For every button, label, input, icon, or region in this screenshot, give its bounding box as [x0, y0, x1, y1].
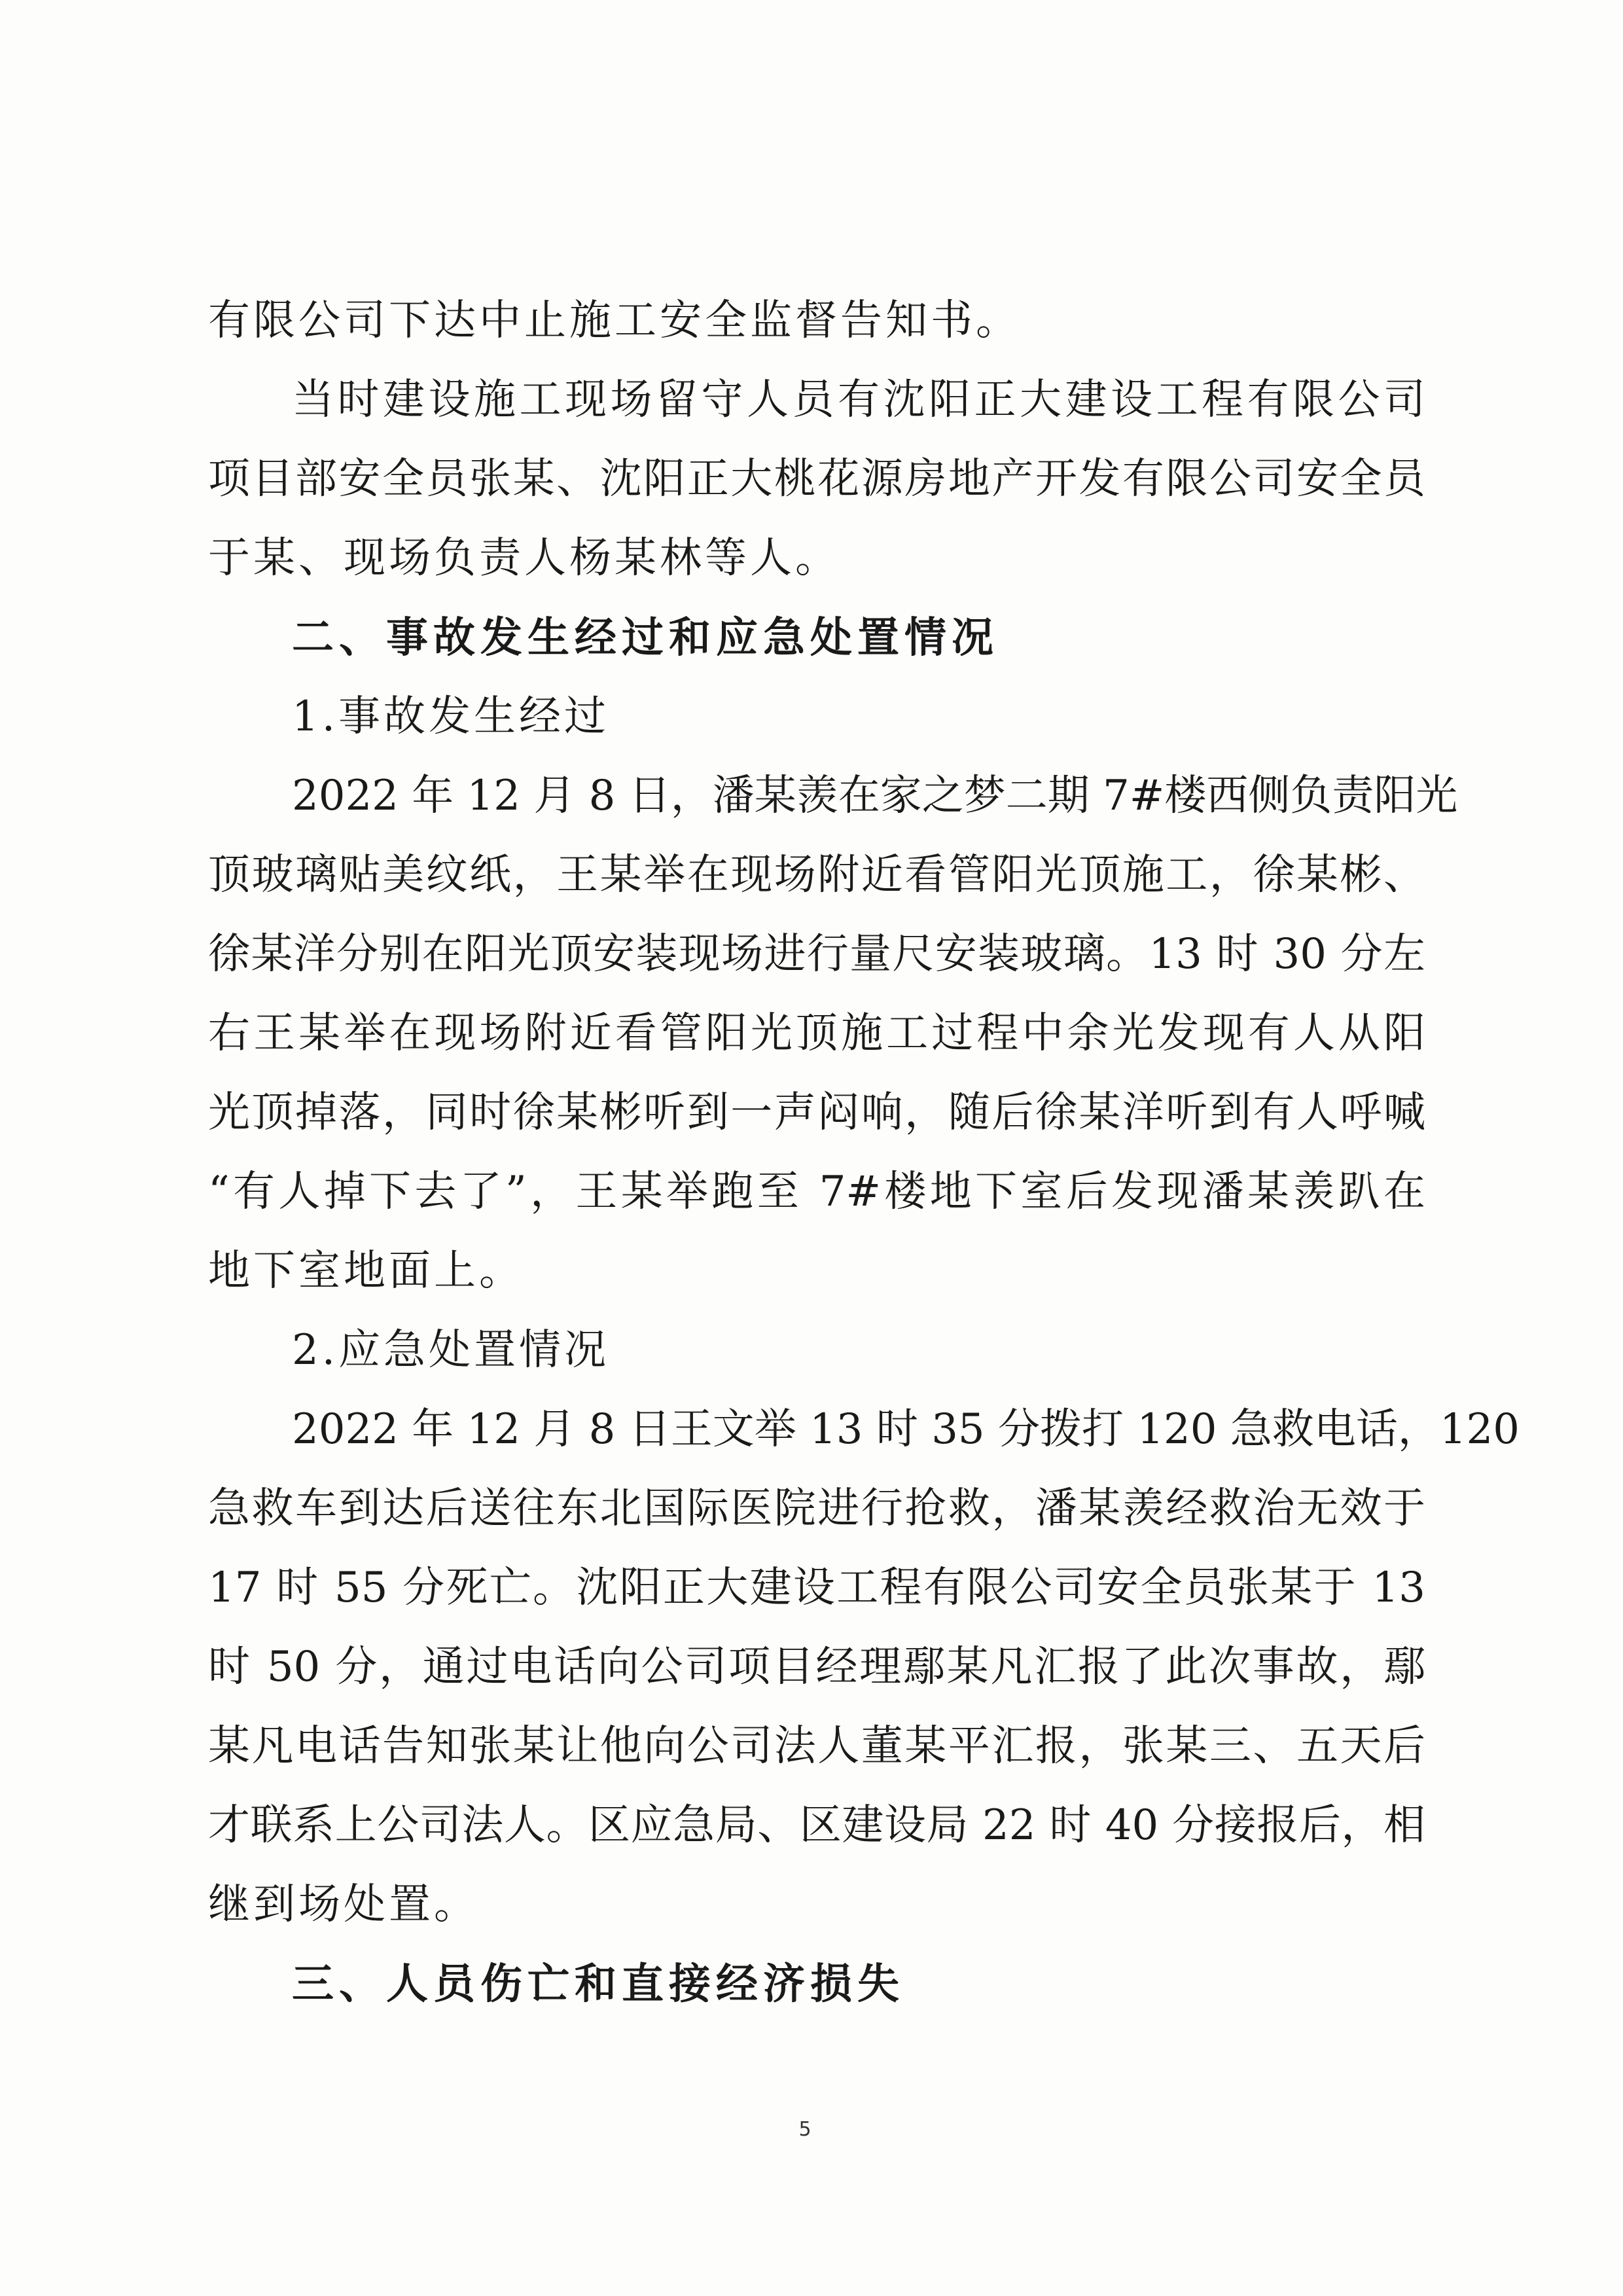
- text-line: 2022 年 12 月 8 日，潘某羡在家之梦二期 7#楼西侧负责阳光: [292, 772, 1458, 820]
- document-body: [208, 281, 1520, 2024]
- subsection-heading: 2.应急处置情况: [292, 1326, 610, 1374]
- text-line: 2022 年 12 月 8 日王文举 13 时 35 分拨打 120 急救电话，120: [292, 1405, 1520, 1454]
- subsection-heading: 1.事故发生经过: [292, 692, 610, 741]
- text-line: 才联系上公司法人。区应急局、区建设局 22 时 40 分接报后，相: [208, 1801, 1425, 1850]
- text-line: 于某、现场负责人杨某林等人。: [208, 534, 840, 583]
- text-line: 右王某举在现场附近看管阳光顶施工过程中余光发现有人从阳: [208, 1009, 1425, 1058]
- text-line: 当时建设施工现场留守人员有沈阳正大建设工程有限公司: [292, 376, 1425, 424]
- section-heading: 二、事故发生经过和应急处置情况: [292, 613, 999, 662]
- text-line: 时 50 分，通过电话向公司项目经理鄢某凡汇报了此次事故，鄢: [208, 1643, 1425, 1691]
- text-line: 有限公司下达中止施工安全监督告知书。: [208, 296, 1021, 345]
- text-line: 继到场处置。: [208, 1880, 479, 1929]
- text-line: 17 时 55 分死亡。沈阳正大建设工程有限公司安全员张某于 13: [208, 1564, 1425, 1612]
- text-line: 项目部安全员张某、沈阳正大桃花源房地产开发有限公司安全员: [208, 455, 1425, 503]
- text-line: 某凡电话告知张某让他向公司法人董某平汇报，张某三、五天后: [208, 1722, 1425, 1770]
- text-line: 徐某洋分别在阳光顶安装现场进行量尺安装玻璃。13 时 30 分左: [208, 930, 1425, 978]
- section-heading: 三、人员伤亡和直接经济损失: [292, 1960, 904, 2009]
- text-line: 地下室地面上。: [208, 1247, 524, 1295]
- text-line: “有人掉下去了”，王某举跑至 7#楼地下室后发现潘某羡趴在: [208, 1168, 1425, 1216]
- text-line: 顶玻璃贴美纹纸，王某举在现场附近看管阳光顶施工，徐某彬、: [208, 851, 1425, 899]
- page-number: 5: [798, 2118, 812, 2141]
- text-line: 光顶掉落，同时徐某彬听到一声闷响，随后徐某洋听到有人呼喊: [208, 1088, 1425, 1137]
- text-line: 急救车到达后送往东北国际医院进行抢救，潘某羡经救治无效于: [208, 1484, 1425, 1533]
